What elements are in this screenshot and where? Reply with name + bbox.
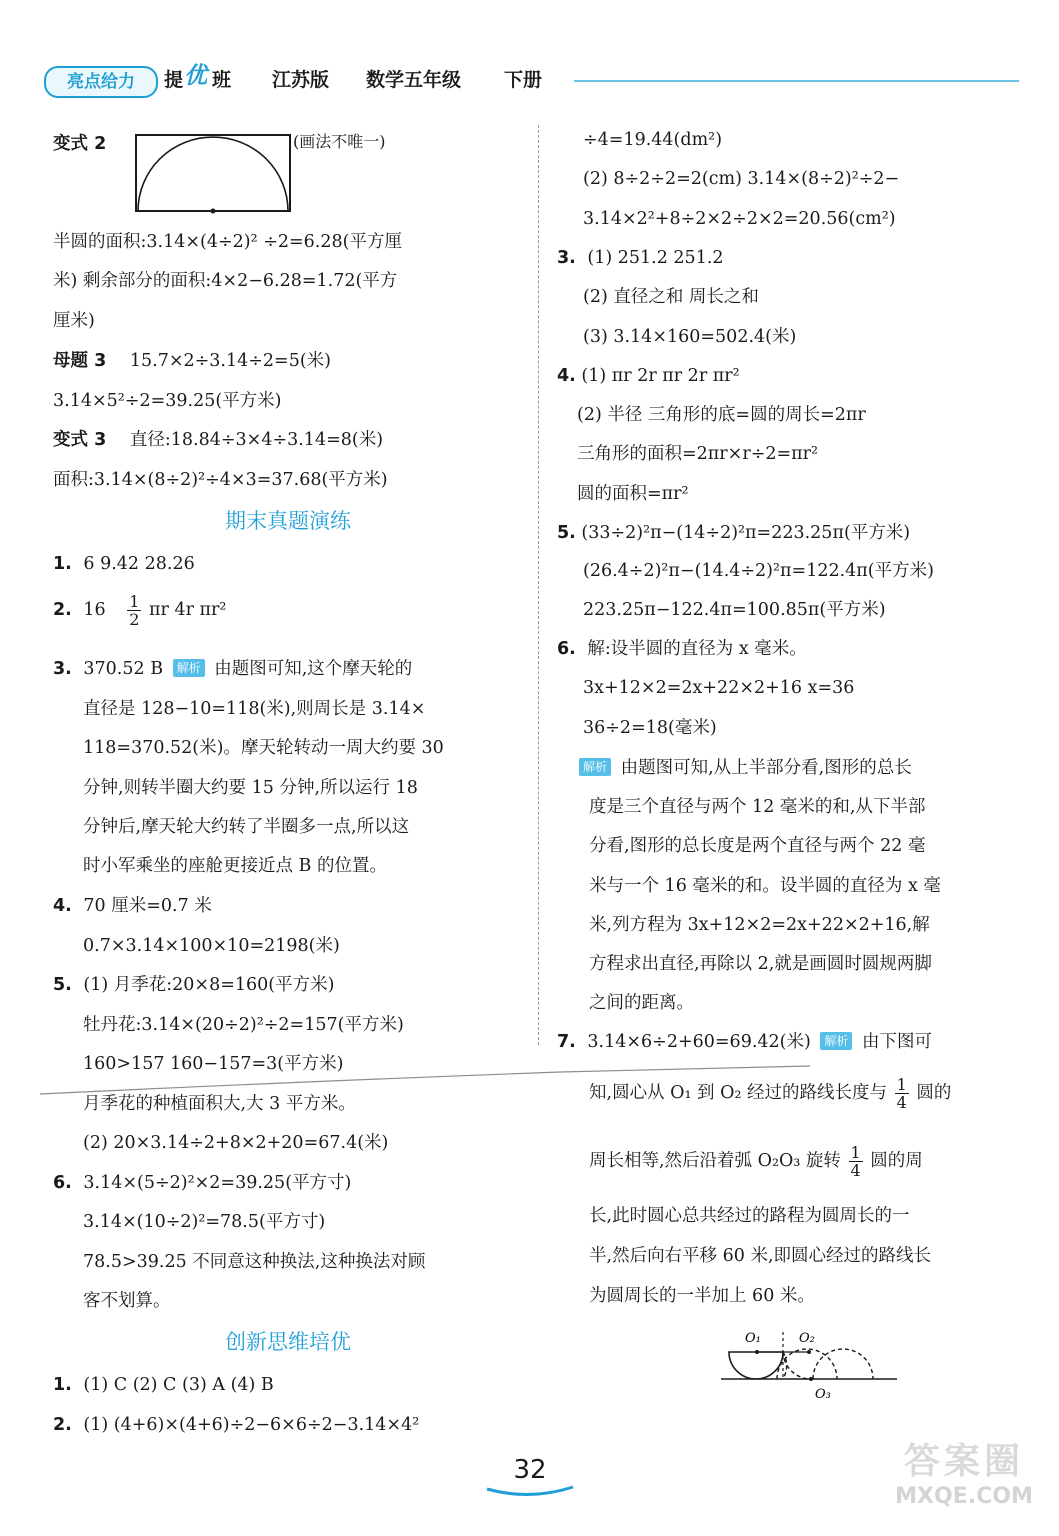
answer-text: 370.52 B bbox=[83, 659, 164, 679]
analysis-line: 之间的距离。 bbox=[589, 993, 694, 1013]
analysis-text: 圆的周 bbox=[870, 1151, 923, 1171]
question-number: 4. bbox=[53, 896, 72, 916]
analysis-text: 周长相等,然后沿着弧 O₂O₃ 旋转 bbox=[589, 1151, 841, 1171]
variant3-label: 变式 3 bbox=[53, 430, 107, 450]
analysis-line: 时小军乘坐的座舱更接近点 B 的位置。 bbox=[83, 856, 387, 876]
analysis-line: 分看,图形的总长度是两个直径与两个 22 毫 bbox=[589, 836, 926, 856]
answer-line: 客不划算。 bbox=[83, 1291, 171, 1311]
watermark bbox=[884, 1440, 1044, 1520]
question-6 bbox=[53, 1171, 351, 1195]
page-number-swoosh bbox=[485, 1485, 575, 1499]
question-number: 5. bbox=[53, 975, 72, 995]
volume-label: 下册 bbox=[504, 69, 543, 91]
fraction-numerator: 1 bbox=[129, 592, 140, 611]
answer-text: 解:设半圆的直径为 x 毫米。 bbox=[587, 639, 807, 659]
question-number: 3. bbox=[557, 248, 576, 268]
fraction-numerator: 1 bbox=[896, 1075, 907, 1094]
answer-text: 直径:18.84÷3×4÷3.14=8(米) bbox=[129, 430, 384, 450]
answer-line: (26.4÷2)²π−(14.4÷2)²π=122.4π(平方米) bbox=[583, 561, 934, 581]
analysis-line: 米与一个 16 毫米的和。设半圆的直径为 x 毫 bbox=[589, 876, 941, 896]
answer-text: (1) C (2) C (3) A (4) B bbox=[83, 1375, 274, 1395]
question-1 bbox=[53, 552, 195, 576]
question-7 bbox=[557, 1030, 932, 1054]
fraction bbox=[127, 593, 141, 628]
analysis-text: 知,圆心从 O₁ 到 O₂ 经过的路线长度与 bbox=[589, 1083, 888, 1103]
question-6 bbox=[557, 637, 807, 661]
section-title-final-exam: 期末真题演练 bbox=[225, 509, 351, 533]
analysis-line: 米,列方程为 3x+12×2=2x+22×2+16,解 bbox=[589, 915, 930, 935]
question-3 bbox=[557, 246, 724, 270]
analysis-line bbox=[575, 756, 912, 780]
subject-grade-label: 数学五年级 bbox=[366, 69, 462, 91]
answer-line: (3) 3.14×160=502.4(米) bbox=[583, 327, 797, 347]
answer-line: ÷4=19.44(dm²) bbox=[583, 130, 723, 150]
analysis-line: 度是三个直径与两个 12 毫米的和,从下半部 bbox=[589, 797, 926, 817]
answer-line: 3.14×2²+8÷2×2÷2×2=20.56(cm²) bbox=[583, 209, 896, 229]
analysis-line bbox=[589, 1140, 923, 1182]
answer-line: 160>157 160−157=3(平方米) bbox=[83, 1054, 344, 1074]
answer-line: 米) 剩余部分的面积:4×2−6.28=1.72(平方 bbox=[53, 271, 398, 291]
answer-line: (2) 20×3.14÷2+8×2+20=67.4(米) bbox=[83, 1133, 389, 1153]
page-fold-line bbox=[40, 1064, 810, 1104]
page-header bbox=[44, 62, 1019, 102]
analysis-line: 为圆周长的一半加上 60 米。 bbox=[589, 1286, 815, 1306]
answer-line: 3.14×5²÷2=39.25(平方米) bbox=[53, 391, 282, 411]
analysis-tag: 解析 bbox=[820, 1032, 852, 1050]
analysis-line: 118=370.52(米)。摩天轮转动一周大约要 30 bbox=[83, 738, 444, 758]
answer-line: 月季花的种植面积大,大 3 平方米。 bbox=[83, 1094, 356, 1114]
answer-text: (1) 251.2 251.2 bbox=[587, 248, 724, 268]
analysis-line: 半,然后向右平移 60 米,即圆心经过的路线长 bbox=[589, 1246, 932, 1266]
analysis-text: 由下图可 bbox=[862, 1032, 932, 1052]
analysis-line: 方程求出直径,再除以 2,就是画圆时圆规两脚 bbox=[589, 954, 932, 974]
mother-problem3-label: 母题 3 bbox=[53, 351, 107, 371]
rolling-semicircle-figure bbox=[717, 1320, 902, 1406]
answer-line: 78.5>39.25 不同意这种换法,这种换法对顾 bbox=[83, 1252, 426, 1272]
answer-text: 3.14×(5÷2)²×2=39.25(平方寸) bbox=[83, 1173, 352, 1193]
page-number bbox=[480, 1455, 580, 1499]
mother-problem3-row bbox=[53, 349, 331, 373]
analysis-line: 直径是 128−10=118(米),则周长是 3.14× bbox=[83, 699, 426, 719]
watermark-top-text: 答案圈 bbox=[903, 1441, 1024, 1482]
answer-line: 圆的面积=πr² bbox=[577, 484, 689, 504]
question-number: 6. bbox=[53, 1173, 72, 1193]
watermark-bottom-text: MXQE.COM bbox=[895, 1484, 1033, 1509]
question-3 bbox=[53, 657, 412, 681]
analysis-text: 由题图可知,这个摩天轮的 bbox=[214, 659, 413, 679]
series-ti: 提 bbox=[164, 69, 184, 91]
fraction bbox=[849, 1144, 863, 1179]
question-2 bbox=[53, 590, 226, 630]
analysis-line: 分钟,则转半圈大约要 15 分钟,所以运行 18 bbox=[83, 778, 418, 798]
analysis-tag: 解析 bbox=[579, 758, 611, 776]
analysis-line: 分钟后,摩天轮大约转了半圈多一点,所以这 bbox=[83, 817, 410, 837]
analysis-text: 由题图可知,从上半部分看,图形的总长 bbox=[620, 758, 912, 778]
fraction-numerator: 1 bbox=[850, 1143, 861, 1162]
section-title-innovative-thinking: 创新思维培优 bbox=[225, 1330, 351, 1354]
innovation-question-2 bbox=[53, 1413, 419, 1437]
point-label-o3: O₃ bbox=[815, 1387, 831, 1402]
page-number-text: 32 bbox=[513, 1455, 547, 1485]
question-number: 7. bbox=[557, 1032, 576, 1052]
semicircle-in-rectangle-figure bbox=[133, 132, 293, 214]
question-number: 2. bbox=[53, 1415, 72, 1435]
question-number: 6. bbox=[557, 639, 576, 659]
answer-text: πr 4r πr² bbox=[149, 600, 227, 620]
fraction-denominator: 4 bbox=[850, 1161, 861, 1180]
answer-line: (2) 直径之和 周长之和 bbox=[583, 287, 759, 307]
edition-label: 江苏版 bbox=[272, 69, 330, 91]
innovation-question-1 bbox=[53, 1373, 274, 1397]
answer-text: (33÷2)²π−(14÷2)²π=223.25π(平方米) bbox=[581, 523, 911, 543]
answer-text: 3.14×6÷2+60=69.42(米) bbox=[587, 1032, 811, 1052]
fraction-denominator: 2 bbox=[129, 610, 140, 629]
point-label-o1: O₁ bbox=[745, 1331, 761, 1346]
brand-badge: 亮点给力 bbox=[44, 66, 158, 98]
answer-line: 3x+12×2=2x+22×2+16 x=36 bbox=[583, 678, 855, 698]
column-divider bbox=[538, 125, 539, 1045]
answer-line: 0.7×3.14×100×10=2198(米) bbox=[83, 936, 340, 956]
answer-text: 16 bbox=[83, 600, 106, 620]
question-4 bbox=[557, 364, 740, 388]
question-number: 1. bbox=[53, 1375, 72, 1395]
analysis-text: 圆的 bbox=[916, 1083, 952, 1103]
answer-line: (2) 半径 三角形的底=圆的周长=2πr bbox=[577, 405, 866, 425]
question-4 bbox=[53, 894, 212, 918]
answer-line: 223.25π−122.4π=100.85π(平方米) bbox=[583, 600, 886, 620]
variant2-label: 变式 2 bbox=[53, 134, 107, 154]
answer-line: (2) 8÷2÷2=2(cm) 3.14×(8÷2)²÷2− bbox=[583, 169, 900, 189]
answer-text: (1) (4+6)×(4+6)÷2−6×6÷2−3.14×4² bbox=[83, 1415, 420, 1435]
answer-text: 70 厘米=0.7 米 bbox=[83, 896, 212, 916]
answer-line: 36÷2=18(毫米) bbox=[583, 718, 717, 738]
question-number: 5. bbox=[557, 523, 576, 543]
variant2-row bbox=[53, 132, 106, 156]
question-number: 4. bbox=[557, 366, 576, 386]
question-number: 1. bbox=[53, 554, 72, 574]
question-5 bbox=[53, 973, 334, 997]
answer-line: 半圆的面积:3.14×(4÷2)² ÷2=6.28(平方厘 bbox=[53, 232, 402, 252]
fraction bbox=[895, 1076, 909, 1111]
series-ban: 班 bbox=[212, 69, 232, 91]
answer-text: (1) πr 2r πr 2r πr² bbox=[581, 366, 740, 386]
answer-text: (1) 月季花:20×8=160(平方米) bbox=[83, 975, 335, 995]
point-label-o2: O₂ bbox=[799, 1331, 815, 1346]
header-rule bbox=[574, 80, 1019, 82]
answer-line: 面积:3.14×(8÷2)²÷4×3=37.68(平方米) bbox=[53, 470, 388, 490]
answer-line: 三角形的面积=2πr×r÷2=πr² bbox=[577, 444, 819, 464]
variant2-note: (画法不唯一) bbox=[293, 132, 386, 151]
answer-text: 6 9.42 28.26 bbox=[83, 554, 195, 574]
variant3-row bbox=[53, 428, 383, 452]
analysis-tag: 解析 bbox=[173, 659, 205, 677]
answer-line: 牡丹花:3.14×(20÷2)²÷2=157(平方米) bbox=[83, 1015, 404, 1035]
analysis-line: 长,此时圆心总共经过的路程为圆周长的一 bbox=[589, 1206, 910, 1226]
fraction-denominator: 4 bbox=[896, 1093, 907, 1112]
question-number: 3. bbox=[53, 659, 72, 679]
answer-line: 厘米) bbox=[53, 311, 95, 331]
series-you: 优 bbox=[184, 63, 207, 89]
answer-line: 3.14×(10÷2)²=78.5(平方寸) bbox=[83, 1212, 326, 1232]
question-number: 2. bbox=[53, 600, 72, 620]
answer-text: 15.7×2÷3.14÷2=5(米) bbox=[129, 351, 331, 371]
question-5 bbox=[557, 521, 910, 545]
